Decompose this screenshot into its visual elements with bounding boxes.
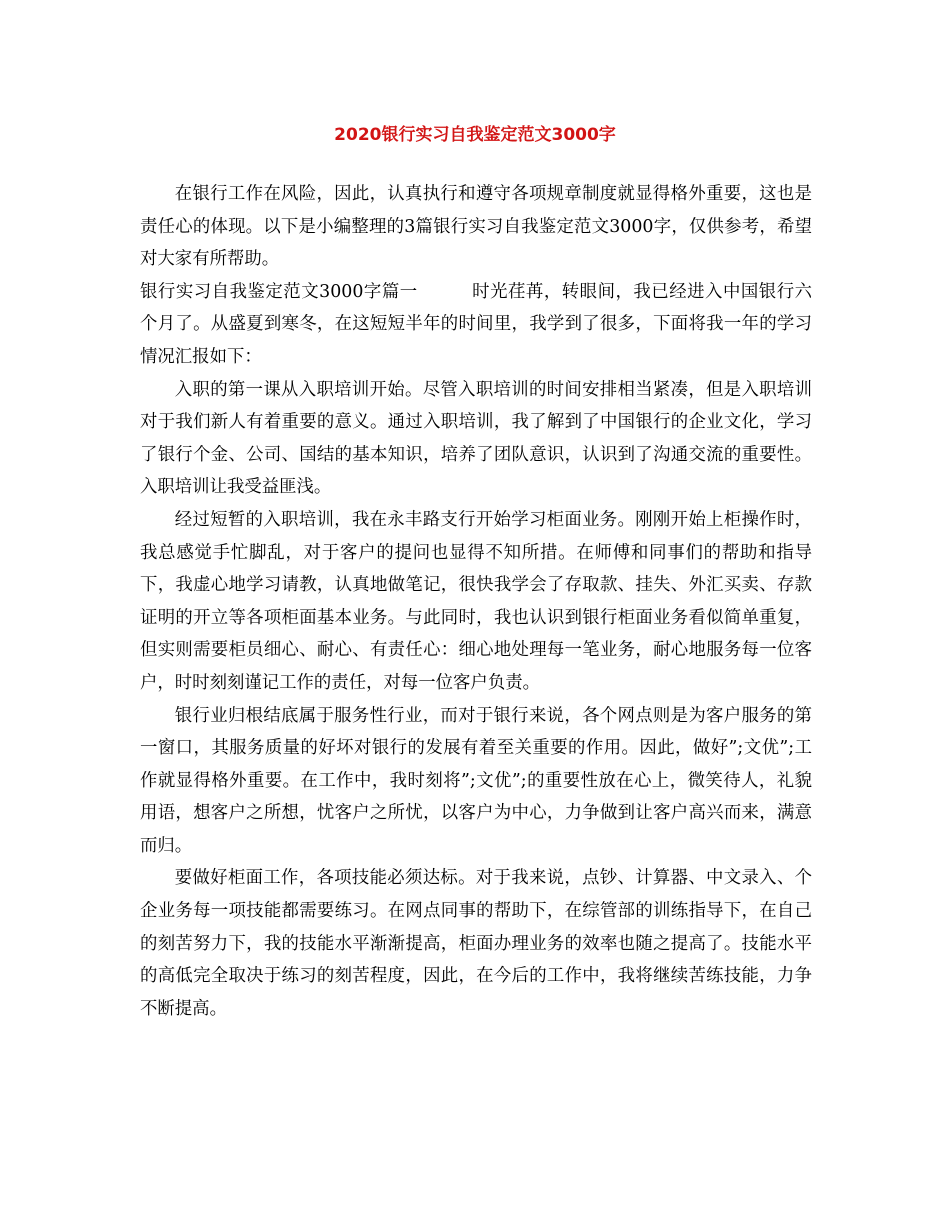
- document-body: [140, 178, 812, 1025]
- paragraph-3: 银行业归根结底属于服务性行业，而对于银行来说，各个网点则是为客户服务的第一窗口，其服务质量的好坏对银行的发展有着至关重要的作用。因此，做好”;文优”;工作就显得格外重要。在工作中，我时刻将”;文优”;的重要性放在心上，微笑待人，礼貌用语，想客户之所想，忧客户之所忧，以客户为中心，力争做到让客户高兴而来，满意而归。: [140, 705, 812, 856]
- document-title: 2020银行实习自我鉴定范文3000字: [334, 125, 616, 145]
- section-opening: 时光荏苒，转眼间，我已经进入中国银行六个月了。从盛夏到寒冬，在这短短半年的时间里，我学到了很多，下面将我一年的学习情况汇报如下：: [140, 281, 812, 367]
- intro-paragraph: 在银行工作在风险，因此，认真执行和遵守各项规章制度就显得格外重要，这也是责任心的体现。以下是小编整理的3篇银行实习自我鉴定范文3000字，仅供参考，希望对大家有所帮助。: [140, 184, 812, 270]
- paragraph-2: 经过短暂的入职培训，我在永丰路支行开始学习柜面业务。刚刚开始上柜操作时，我总感觉手忙脚乱，对于客户的提问也显得不知所措。在师傅和同事们的帮助和指导下，我虚心地学习请教，认真地做笔记，很快我学会了存取款、挂失、外汇买卖、存款证明的开立等各项柜面基本业务。与此同时，我也认识到银行柜面业务看似简单重复，但实则需要柜员细心、耐心、有责任心：细心地处理每一笔业务，耐心地服务每一位客户，时时刻刻谨记工作的责任，对每一位客户负责。: [140, 509, 812, 693]
- section-paragraph: [140, 276, 812, 374]
- section-heading: 银行实习自我鉴定范文3000字篇一: [140, 281, 418, 302]
- paragraph-1: 入职的第一课从入职培训开始。尽管入职培训的时间安排相当紧凑，但是入职培训对于我们新人有着重要的意义。通过入职培训，我了解到了中国银行的企业文化，学习了银行个金、公司、国结的基本知识，培养了团队意识，认识到了沟通交流的重要性。入职培训让我受益匪浅。: [140, 379, 812, 498]
- paragraph-4: 要做好柜面工作，各项技能必须达标。对于我来说，点钞、计算器、中文录入、个企业务每一项技能都需要练习。在网点同事的帮助下，在综管部的训练指导下，在自己的刻苦努力下，我的技能水平渐渐提高，柜面办理业务的效率也随之提高了。技能水平的高低完全取决于练习的刻苦程度，因此，在今后的工作中，我将继续苦练技能，力争不断提高。: [140, 868, 812, 1019]
